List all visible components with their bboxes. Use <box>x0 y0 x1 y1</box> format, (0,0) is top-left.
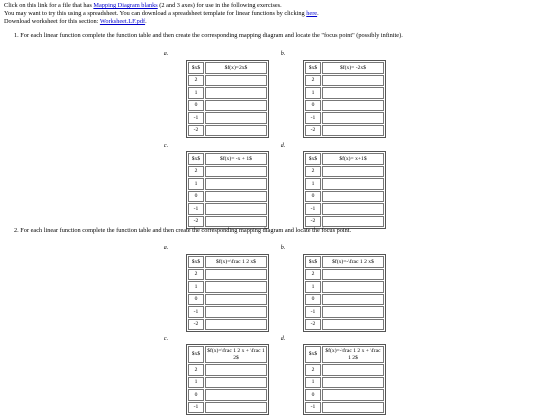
function-table-q2d <box>303 344 386 415</box>
label-q1d: d. <box>280 143 286 149</box>
fx-cell[interactable] <box>322 306 384 318</box>
fx-header: $f(x)=-\frac 1 2 x + \frac 1 2$ <box>322 346 384 363</box>
x-cell: 2 <box>305 75 321 87</box>
x-cell: 0 <box>305 294 321 306</box>
fx-cell[interactable] <box>205 377 267 389</box>
label-q2d: d. <box>280 336 286 342</box>
fx-cell[interactable] <box>205 191 267 203</box>
label-q1b: b. <box>280 51 286 57</box>
fx-cell[interactable] <box>322 364 384 376</box>
table-header-row <box>305 62 384 74</box>
table-row <box>305 364 384 376</box>
table-row <box>188 125 267 137</box>
x-cell: -2 <box>305 216 321 228</box>
fx-cell[interactable] <box>322 112 384 124</box>
label-q1c: c. <box>163 143 169 149</box>
x-cell: 1 <box>188 87 204 99</box>
fx-cell[interactable] <box>322 319 384 331</box>
fx-cell[interactable] <box>322 166 384 178</box>
function-table-q1b <box>303 60 386 138</box>
table-row <box>188 87 267 99</box>
function-table-q2a <box>186 254 269 332</box>
table-row <box>188 166 267 178</box>
x-cell: 1 <box>188 178 204 190</box>
fx-cell[interactable] <box>322 75 384 87</box>
label-q1a: a. <box>163 51 169 57</box>
table-header-row <box>188 256 267 268</box>
x-cell: 1 <box>305 281 321 293</box>
intro-line-2: You may want to try this using a spreadsheet. You can download a spreadsheet template for linear functions by clicking here. <box>4 10 319 17</box>
x-cell: 0 <box>305 191 321 203</box>
table-row <box>188 203 267 215</box>
table-row <box>188 306 267 318</box>
table-header-row <box>188 153 267 165</box>
fx-header: $f(x)= -2x$ <box>322 62 384 74</box>
x-cell: 0 <box>305 100 321 112</box>
fx-header: $f(x)=\frac 1 2 x + \frac 1 2$ <box>205 346 267 363</box>
fx-cell[interactable] <box>322 402 384 414</box>
function-table-q1a <box>186 60 269 138</box>
fx-cell[interactable] <box>205 402 267 414</box>
fx-header: $f(x)=\frac 1 2 x$ <box>205 256 267 268</box>
x-cell: 0 <box>188 389 204 401</box>
table-row <box>305 100 384 112</box>
intro-text <box>4 2 534 26</box>
table-row <box>305 125 384 137</box>
table-row <box>188 191 267 203</box>
table-row <box>305 319 384 331</box>
table-row <box>305 281 384 293</box>
x-header: $x$ <box>188 153 204 165</box>
x-cell: -1 <box>188 306 204 318</box>
x-cell: 2 <box>188 269 204 281</box>
x-cell: -1 <box>188 402 204 414</box>
table-row <box>188 294 267 306</box>
label-q2a: a. <box>163 245 169 251</box>
fx-cell[interactable] <box>322 389 384 401</box>
fx-cell[interactable] <box>322 203 384 215</box>
table-row <box>305 269 384 281</box>
table-row <box>188 178 267 190</box>
x-cell: -2 <box>188 319 204 331</box>
function-table-q2c <box>186 344 269 415</box>
fx-cell[interactable] <box>205 281 267 293</box>
fx-cell[interactable] <box>322 125 384 137</box>
fx-cell[interactable] <box>205 294 267 306</box>
fx-cell[interactable] <box>322 100 384 112</box>
table-row <box>188 216 267 228</box>
label-q2b: b. <box>280 245 286 251</box>
x-cell: -1 <box>305 112 321 124</box>
fx-header: $f(x)=-\frac 1 2 x$ <box>322 256 384 268</box>
x-header: $x$ <box>305 153 321 165</box>
spreadsheet-template-link[interactable]: here <box>306 10 318 17</box>
x-header: $x$ <box>188 346 204 363</box>
x-cell: -2 <box>305 125 321 137</box>
fx-cell[interactable] <box>322 294 384 306</box>
table-row <box>188 75 267 87</box>
x-header: $x$ <box>305 346 321 363</box>
table-row <box>305 87 384 99</box>
table-row <box>305 203 384 215</box>
x-cell: -2 <box>305 319 321 331</box>
fx-cell[interactable] <box>205 125 267 137</box>
fx-cell[interactable] <box>205 203 267 215</box>
fx-cell[interactable] <box>322 269 384 281</box>
x-header: $x$ <box>305 256 321 268</box>
fx-header: $f(x)=2x$ <box>205 62 267 74</box>
fx-cell[interactable] <box>322 377 384 389</box>
x-cell: 2 <box>188 364 204 376</box>
table-row <box>188 377 267 389</box>
function-table-q1c <box>186 151 269 229</box>
fx-header: $f(x)= -x + 1$ <box>205 153 267 165</box>
mapping-diagram-blanks-link[interactable]: Mapping Diagram blanks <box>93 2 158 9</box>
table-row <box>188 112 267 124</box>
fx-cell[interactable] <box>205 216 267 228</box>
table-row <box>188 281 267 293</box>
table-header-row <box>305 346 384 363</box>
intro-line-1: Click on this link for a file that has Mapping Diagram blanks (2 and 3 axes) for use in the following exercises. <box>4 2 282 9</box>
x-cell: 1 <box>305 377 321 389</box>
table-row <box>305 112 384 124</box>
table-row <box>188 389 267 401</box>
table-row <box>188 364 267 376</box>
x-cell: -1 <box>188 203 204 215</box>
fx-cell[interactable] <box>322 178 384 190</box>
table-header-row <box>188 346 267 363</box>
x-cell: 0 <box>305 389 321 401</box>
question-1-text: 1. For each linear function complete the function table and then create the corresponding mapping diagram and locate the "focus point" (possibly infinite). <box>14 32 403 39</box>
x-cell: 2 <box>305 364 321 376</box>
x-cell: 2 <box>305 166 321 178</box>
fx-header: $f(x)= x+1$ <box>322 153 384 165</box>
fx-cell[interactable] <box>205 269 267 281</box>
table-row <box>188 402 267 414</box>
fx-cell[interactable] <box>205 166 267 178</box>
table-row <box>188 319 267 331</box>
table-row <box>305 216 384 228</box>
x-cell: 1 <box>188 377 204 389</box>
fx-cell[interactable] <box>205 306 267 318</box>
table-row <box>305 294 384 306</box>
table-row <box>305 75 384 87</box>
x-cell: 0 <box>188 191 204 203</box>
x-cell: 1 <box>188 281 204 293</box>
table-row <box>305 191 384 203</box>
worksheet-pdf-link[interactable]: Worksheet.LF.pdf <box>99 18 146 25</box>
x-cell: -1 <box>305 203 321 215</box>
x-header: $x$ <box>188 62 204 74</box>
table-row <box>188 100 267 112</box>
function-table-q1d <box>303 151 386 229</box>
x-header: $x$ <box>188 256 204 268</box>
table-row <box>305 402 384 414</box>
x-cell: 2 <box>188 75 204 87</box>
x-cell: -2 <box>188 125 204 137</box>
x-cell: 2 <box>305 269 321 281</box>
x-cell: 0 <box>188 294 204 306</box>
x-header: $x$ <box>305 62 321 74</box>
label-q2c: c. <box>163 336 169 342</box>
table-row <box>305 306 384 318</box>
table-header-row <box>305 153 384 165</box>
fx-cell[interactable] <box>205 112 267 124</box>
table-header-row <box>305 256 384 268</box>
table-row <box>305 377 384 389</box>
x-cell: -1 <box>188 112 204 124</box>
x-cell: 1 <box>305 87 321 99</box>
table-row <box>305 166 384 178</box>
fx-cell[interactable] <box>205 87 267 99</box>
table-row <box>305 178 384 190</box>
fx-cell[interactable] <box>322 87 384 99</box>
x-cell: -1 <box>305 402 321 414</box>
x-cell: -1 <box>305 306 321 318</box>
fx-cell[interactable] <box>322 281 384 293</box>
table-row <box>188 269 267 281</box>
question-2-text: 2. For each linear function complete the function table and then create the corresponding mapping diagram and locate the focus point. <box>14 227 352 234</box>
fx-cell[interactable] <box>205 178 267 190</box>
table-row <box>305 389 384 401</box>
intro-line-3: Download worksheet for this section: Worksheet.LF.pdf. <box>4 18 147 25</box>
fx-cell[interactable] <box>205 364 267 376</box>
x-cell: -2 <box>188 216 204 228</box>
table-header-row <box>188 62 267 74</box>
x-cell: 1 <box>305 178 321 190</box>
fx-cell[interactable] <box>205 389 267 401</box>
fx-cell[interactable] <box>205 319 267 331</box>
function-table-q2b <box>303 254 386 332</box>
fx-cell[interactable] <box>205 75 267 87</box>
fx-cell[interactable] <box>205 100 267 112</box>
x-cell: 2 <box>188 166 204 178</box>
x-cell: 0 <box>188 100 204 112</box>
fx-cell[interactable] <box>322 191 384 203</box>
fx-cell[interactable] <box>322 216 384 228</box>
